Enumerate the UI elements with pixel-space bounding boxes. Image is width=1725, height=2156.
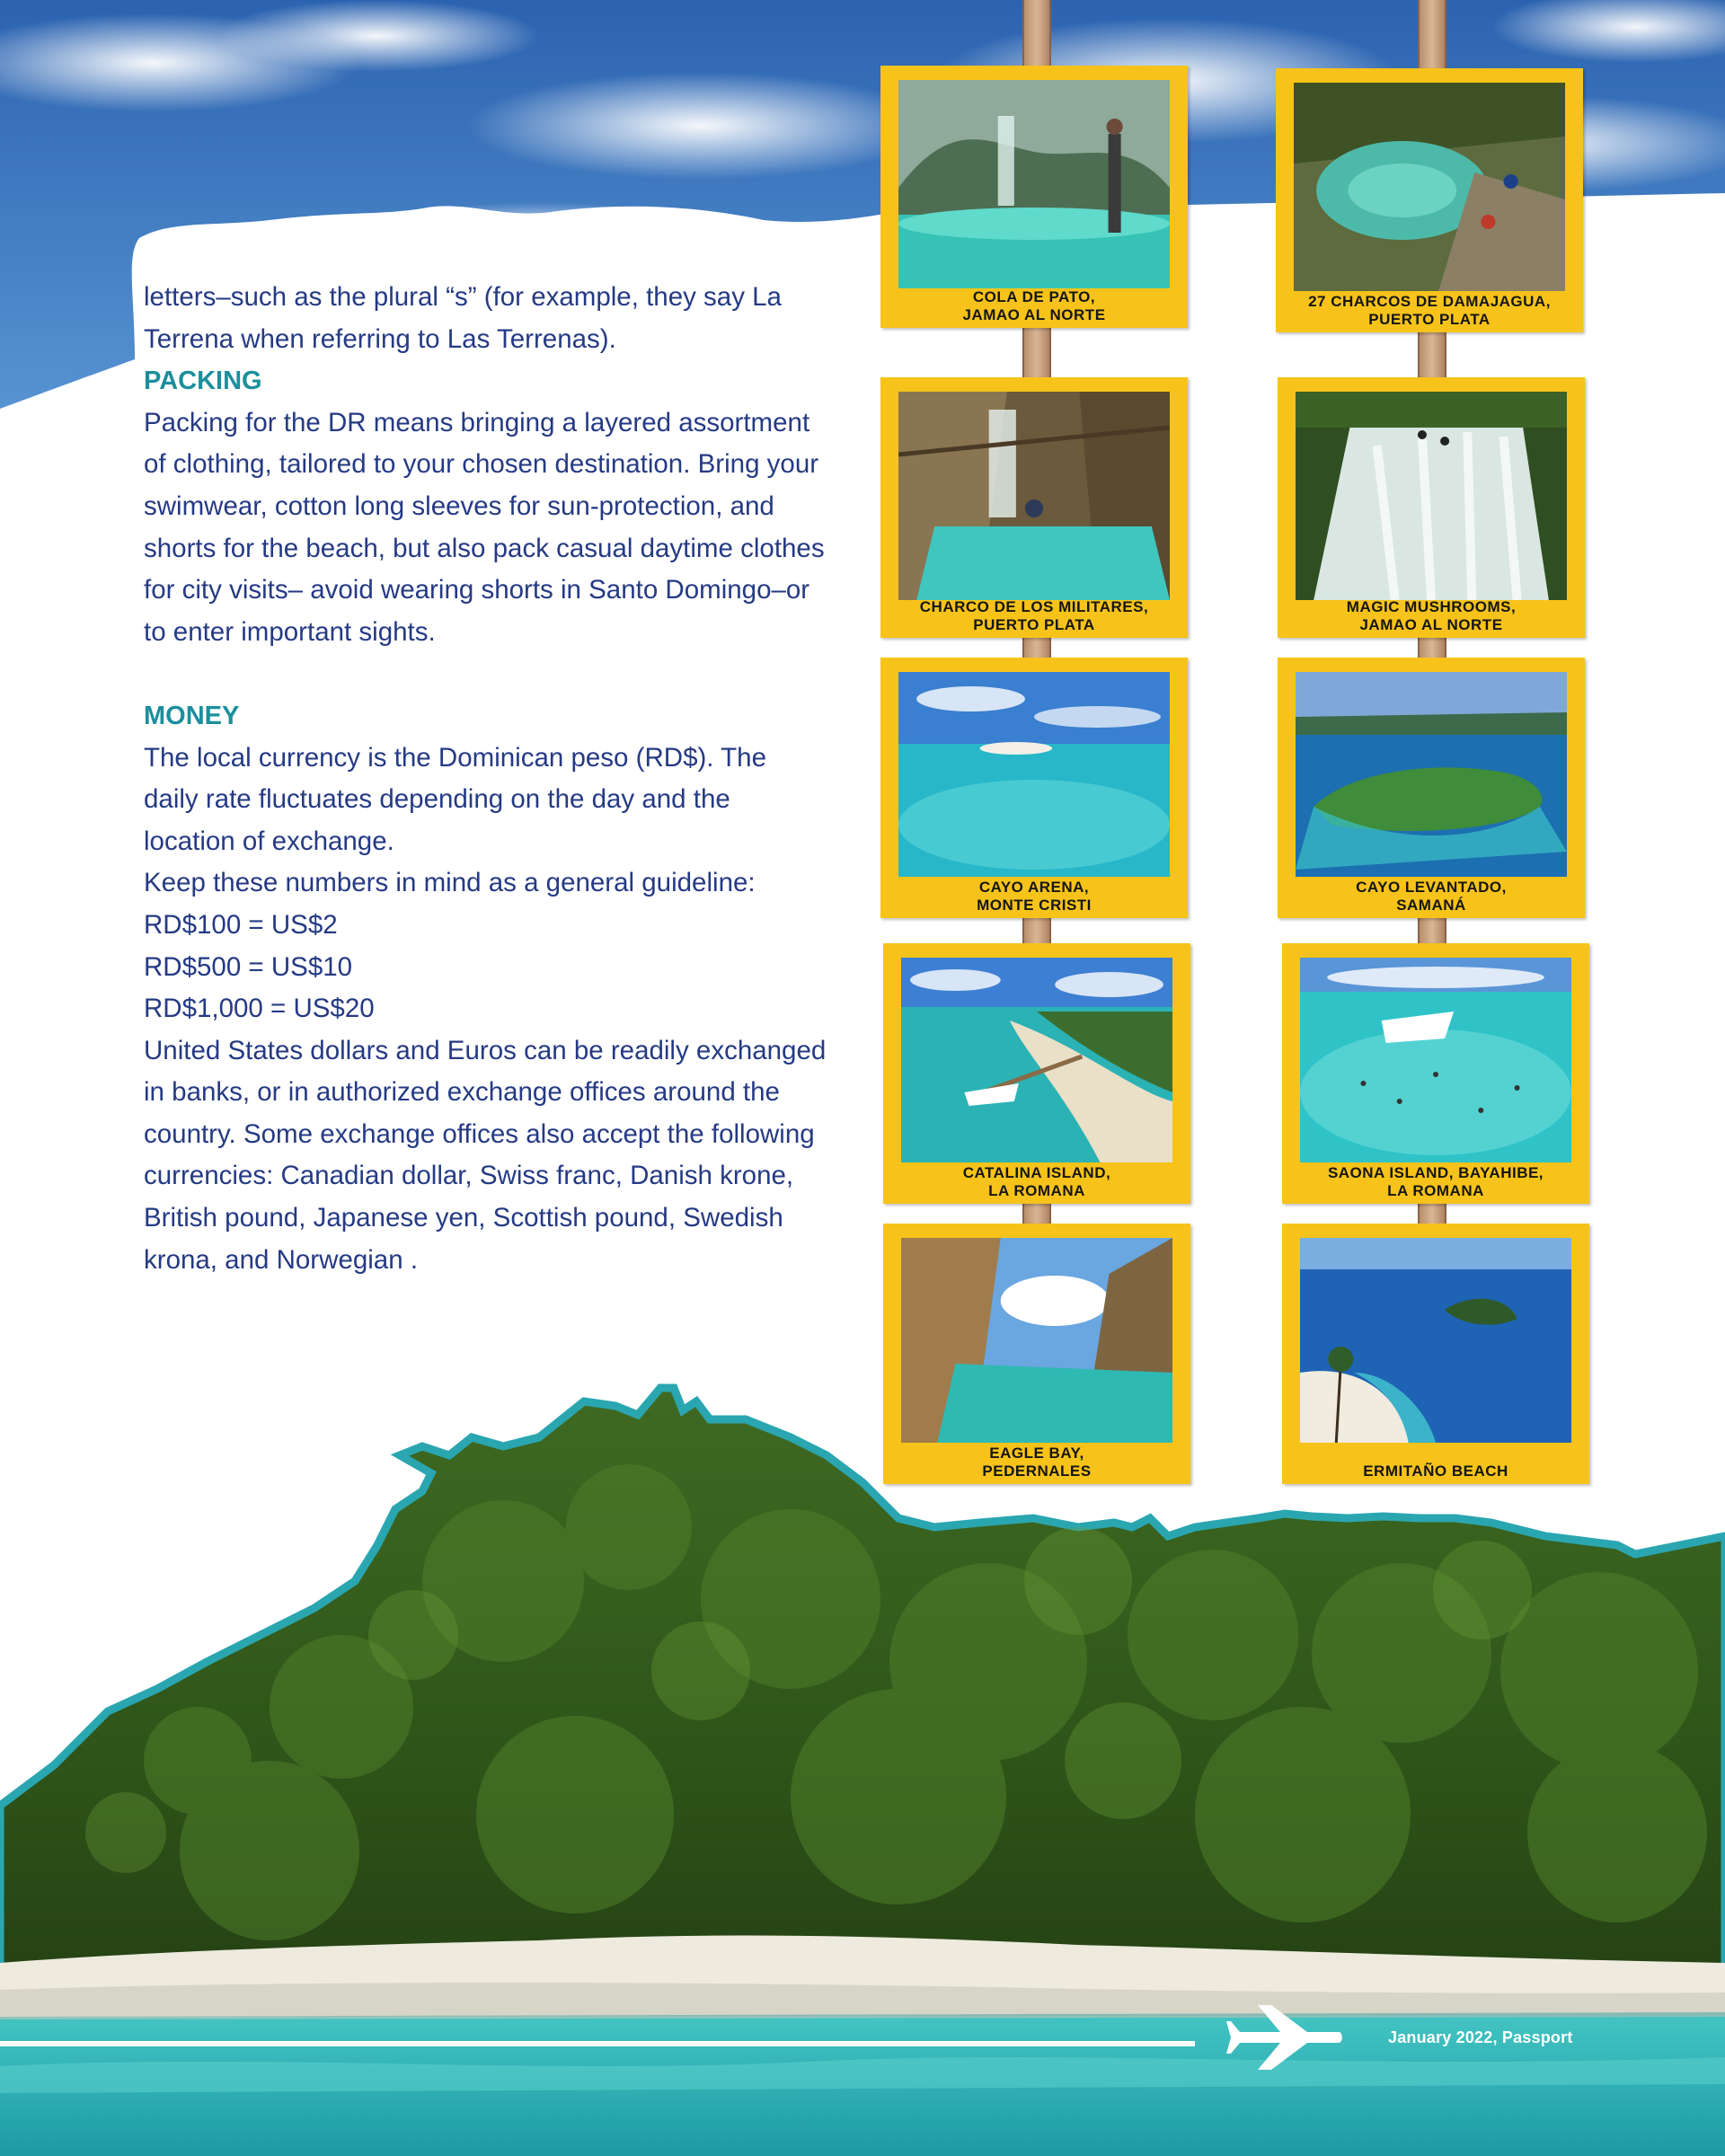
article-text — [144, 277, 827, 1281]
photo-caption: COLA DE PATO, JAMAO AL NORTE — [962, 288, 1106, 323]
photo-caption: CAYO ARENA, MONTE CRISTI — [977, 879, 1092, 914]
photo-magic-mushrooms — [1296, 392, 1567, 600]
photo-caption: CATALINA ISLAND, LA ROMANA — [962, 1164, 1111, 1199]
photo-cayo-arena — [898, 672, 1170, 877]
guideline-intro: Keep these numbers in mind as a general guideline: — [144, 868, 756, 898]
photo-caption: 27 CHARCOS DE DAMAJAGUA, PUERTO PLATA — [1308, 293, 1551, 328]
airplane-icon — [1226, 2005, 1343, 2086]
photo-card — [883, 943, 1190, 1204]
photo-cola-de-pato — [898, 80, 1170, 288]
footer-rule — [0, 2041, 1195, 2046]
packing-paragraph: Packing for the DR means bringing a layered assortment of clothing, tailored to your chosen destination. Bring your swimwear, cotton long sleeves for sun-protection, and shorts for the beach, but also pack casual daytime clothes for city visits– avoid wearing shorts in Santo Domingo–or to enter important sights. — [144, 407, 825, 647]
photo-card — [1278, 377, 1585, 638]
photo-caption: MAGIC MUSHROOMS, JAMAO AL NORTE — [1346, 598, 1517, 633]
rate-line: RD$100 = US$2 — [144, 909, 338, 940]
photo-charco-militares — [898, 392, 1170, 600]
photo-card — [1278, 658, 1585, 918]
money-heading: MONEY — [144, 701, 240, 730]
photo-catalina — [901, 958, 1172, 1162]
money-paragraph: The local currency is the Dominican peso (RD$). The daily rate fluctuates depending on the day and the location of exchange. — [144, 742, 766, 856]
intro-paragraph: letters–such as the plural “s” (for example, they say La Terrena when referring to Las Terrenas). — [144, 282, 782, 354]
photo-eagle-bay — [901, 1238, 1172, 1443]
photo-caption: CHARCO DE LOS MILITARES, PUERTO PLATA — [919, 598, 1149, 633]
photo-caption: EAGLE BAY, PEDERNALES — [982, 1445, 1092, 1480]
photo-card — [883, 1224, 1190, 1484]
photo-ermitano — [1300, 1238, 1571, 1443]
photo-card — [880, 66, 1188, 328]
paragraph-gap — [144, 653, 827, 695]
photo-card — [880, 658, 1188, 918]
rate-line: RD$500 = US$10 — [144, 951, 353, 982]
photo-card — [1276, 68, 1583, 332]
photo-caption: SAONA ISLAND, BAYAHIBE, LA ROMANA — [1327, 1164, 1544, 1199]
photo-card — [880, 377, 1188, 638]
photo-card — [1282, 1224, 1589, 1484]
photo-cayo-levantado — [1296, 672, 1567, 877]
photo-saona — [1300, 958, 1571, 1162]
exchange-paragraph: United States dollars and Euros can be readily exchanged in banks, or in authorized exchange offices around the country. Some exchange offices also accept the following currencies: Canadian dollar, Swiss franc, Danish krone, British pound, Japanese yen, Scottish pound, Swedish krona, and Norwegian . — [144, 1035, 827, 1275]
photo-caption: CAYO LEVANTADO, SAMANÁ — [1356, 879, 1507, 914]
footer-issue-label: January 2022, Passport — [1388, 2028, 1573, 2046]
rate-line: RD$1,000 = US$20 — [144, 994, 375, 1024]
photo-caption: ERMITAÑO BEACH — [1363, 1462, 1508, 1480]
photo-damajagua — [1294, 83, 1565, 291]
photo-card — [1282, 943, 1589, 1204]
packing-heading: PACKING — [144, 367, 262, 396]
